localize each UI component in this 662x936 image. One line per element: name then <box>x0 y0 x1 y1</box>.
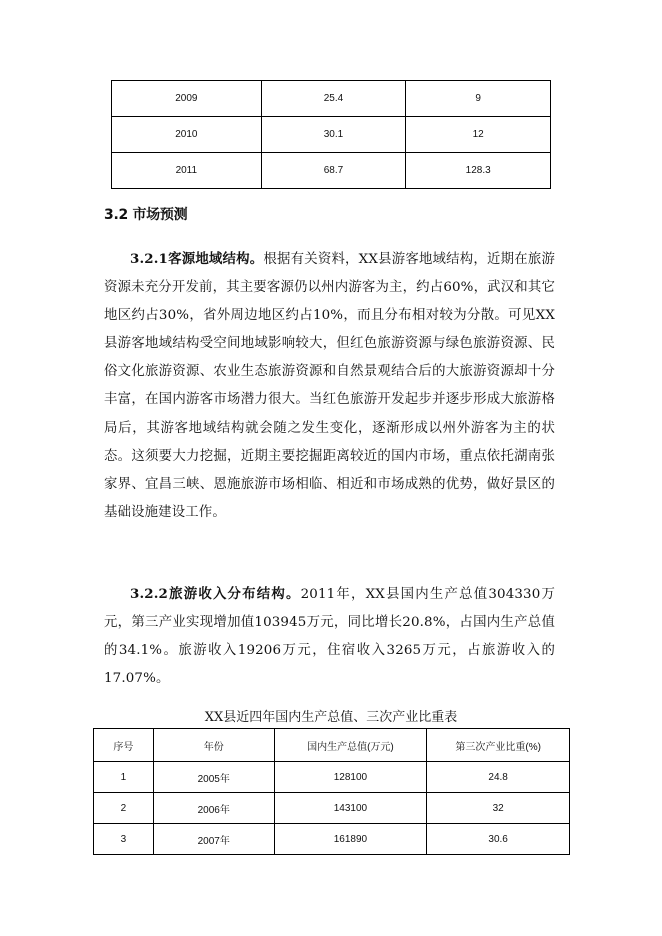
year-cell: 2009 <box>112 81 262 117</box>
table-row <box>94 824 570 855</box>
ratio-cell: 32 <box>427 793 570 824</box>
table-row <box>112 153 551 189</box>
table-row <box>112 117 551 153</box>
table-caption: XX县近四年国内生产总值、三次产业比重表 <box>204 710 458 725</box>
value-cell: 12 <box>406 117 551 153</box>
value-cell: 128.3 <box>406 153 551 189</box>
year-cell: 2011 <box>112 153 262 189</box>
gdp-cell: 161890 <box>274 824 427 855</box>
column-header: 年份 <box>153 729 274 762</box>
column-header: 序号 <box>94 729 154 762</box>
column-header: 第三次产业比重(%) <box>427 729 570 762</box>
paragraph-lead: 3.2.2旅游收入分布结构。 <box>130 586 301 602</box>
year-cell: 2005年 <box>153 762 274 793</box>
index-cell: 1 <box>94 762 154 793</box>
value-cell: 25.4 <box>261 81 406 117</box>
gdp-table <box>93 728 570 855</box>
index-cell: 2 <box>94 793 154 824</box>
paragraph-lead: 3.2.1客源地域结构。 <box>130 251 264 267</box>
table-row <box>94 793 570 824</box>
tourism-data-table <box>111 80 551 189</box>
value-cell: 9 <box>406 81 551 117</box>
year-cell: 2010 <box>112 117 262 153</box>
gdp-cell: 128100 <box>274 762 427 793</box>
ratio-cell: 30.6 <box>427 824 570 855</box>
table-row <box>94 762 570 793</box>
table-row <box>112 81 551 117</box>
year-cell: 2007年 <box>153 824 274 855</box>
paragraph-income-structure <box>104 580 555 693</box>
paragraph-body: 根据有关资料，XX县游客地域结构，近期在旅游资源未充分开发前，其主要客源仍以州内游客为主，约占60%，武汉和其它地区约占30%，省外周边地区约占10%，而且分布相对较为分散。可见XX县游客地域结构受空间地域影响较大，但红色旅游资源与绿色旅游资源、民俗文化旅游资源、农业生态旅游资源和自然景观结合后的大旅游资源却十分丰富，在国内游客市场潜力很大。当红色旅游开发起步并逐步形成大旅游格局后，其游客地域结构就会随之发生变化，逐渐形成以州外游客为主的状态。这须要大力挖掘，近期主要挖掘距离较近的国内市场，重点依托湖南张家界、宜昌三峡、恩施旅游市场相临、相近和市场成熟的优势，做好景区的基础设施建设工作。 <box>104 252 555 520</box>
value-cell: 68.7 <box>261 153 406 189</box>
gdp-cell: 143100 <box>274 793 427 824</box>
ratio-cell: 24.8 <box>427 762 570 793</box>
year-cell: 2006年 <box>153 793 274 824</box>
paragraph-source-structure <box>104 245 555 527</box>
section-heading: 3.2 市场预测 <box>104 207 188 223</box>
index-cell: 3 <box>94 824 154 855</box>
value-cell: 30.1 <box>261 117 406 153</box>
paragraph-body: 2011年，XX县国内生产总值304330万元，第三产业实现增加值103945万元，同比增长20.8%，占国内生产总值的34.1%。旅游收入19206万元，住宿收入3265万元，占旅游收入的17.07%。 <box>104 587 556 687</box>
table-header-row <box>94 729 570 762</box>
column-header: 国内生产总值(万元) <box>274 729 427 762</box>
